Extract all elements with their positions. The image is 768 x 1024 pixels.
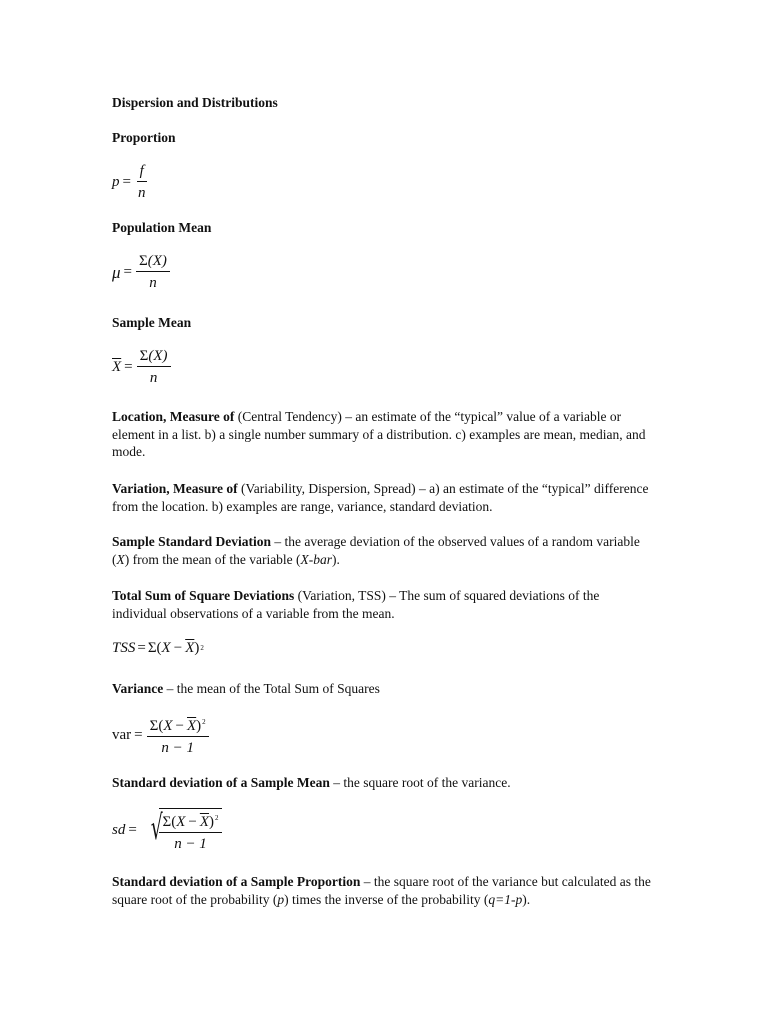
formula-numerator — [159, 810, 221, 833]
formula-equals: = — [137, 640, 146, 656]
minus-sign: − — [188, 814, 197, 830]
formula-fraction — [147, 714, 209, 757]
population-mean-heading: Population Mean — [112, 220, 212, 235]
sample-mean-heading: Sample Mean — [112, 315, 192, 330]
variable-xbar: X-bar — [300, 551, 333, 567]
open-paren: ( — [158, 718, 164, 734]
sigma-symbol: Σ — [149, 718, 159, 734]
sample-sd-definition — [112, 533, 652, 568]
definition-term: Location, Measure of — [112, 409, 235, 424]
definition-text: ) times the inverse of the probability ( — [284, 891, 489, 907]
open-paren: ( — [156, 640, 162, 656]
formula-x: X — [176, 814, 186, 830]
close-paren: ) — [194, 640, 200, 656]
formula-fraction — [135, 163, 149, 202]
formula-numerator — [137, 348, 171, 367]
definition-term: Standard deviation of a Sample Proportion — [112, 874, 361, 889]
definition-text: (Variability, Dispersion, Spread) – a) an estimate of the “typical” difference from the location. b) examples are range, variance, standard deviation. — [112, 481, 649, 514]
sigma-symbol: Σ — [162, 814, 172, 830]
minus-sign: − — [173, 640, 183, 656]
minus-sign: − — [175, 718, 184, 734]
location-definition — [112, 408, 652, 461]
sd-sample-proportion-definition — [112, 873, 652, 908]
close-paren: ) — [209, 814, 215, 830]
formula-denominator: n — [149, 370, 158, 386]
open-paren: ( — [171, 814, 177, 830]
document-title: Dispersion and Distributions — [112, 95, 278, 110]
formula-denominator: n − 1 — [161, 740, 194, 756]
variance-definition — [112, 680, 652, 698]
formula-equals: = — [123, 263, 133, 280]
definition-text: (Central Tendency) – an estimate of the “typical” value of a variable or element in a list. b) a single number summary of a distribution. c) examples are mean, median, and mode. — [112, 409, 646, 459]
exponent: 2 — [202, 718, 206, 726]
radicand — [159, 808, 221, 853]
variance-formula — [112, 714, 209, 757]
sample-mean-formula — [112, 348, 171, 387]
definition-term: Standard deviation of a Sample Mean — [112, 775, 330, 790]
definition-text: – the square root of the variance but calculated as the square root of the probability ( — [112, 874, 651, 907]
sigma-symbol: Σ — [147, 640, 157, 656]
definition-text: – the square root of the variance. — [329, 775, 511, 790]
formula-lhs: sd — [112, 821, 126, 838]
formula-lhs: p — [112, 173, 120, 190]
formula-denominator: n − 1 — [174, 836, 207, 852]
formula-fraction — [159, 810, 221, 853]
formula-equals: = — [128, 821, 137, 838]
tss-definition — [112, 587, 652, 622]
formula-denominator: n — [149, 275, 157, 291]
formula-lhs: var — [112, 726, 132, 743]
formula-lhs: TSS — [112, 640, 136, 656]
sd-sample-mean-definition — [112, 774, 652, 792]
radical-sign: √ — [150, 808, 163, 848]
definition-text: ). — [522, 891, 531, 907]
variable-x: X — [116, 551, 125, 567]
exponent: 2 — [200, 644, 204, 652]
exponent: 2 — [215, 814, 219, 822]
formula-xbar: $\overline{X}$ — [185, 640, 195, 656]
formula-numerator — [147, 714, 209, 737]
definition-term: Variation, Measure of — [112, 481, 238, 496]
sigma-symbol: Σ — [139, 253, 148, 269]
formula-argument: (X) — [147, 253, 167, 269]
formula-denominator: n — [137, 185, 146, 201]
formula-xbar: $\overline{X}$ — [187, 718, 197, 734]
formula-numerator — [136, 253, 170, 272]
definition-term: Total Sum of Square Deviations — [112, 588, 295, 603]
formula-fraction — [137, 348, 171, 387]
square-root — [141, 808, 222, 853]
variable-p: p — [277, 891, 285, 907]
formula-equals: = — [122, 173, 131, 190]
definition-text: ) from the mean of the variable ( — [124, 551, 301, 567]
close-paren: ) — [196, 718, 202, 734]
formula-lhs: μ — [112, 262, 121, 282]
formula-lhs: $\overline{X}$ — [112, 358, 122, 375]
variation-definition — [112, 480, 652, 515]
definition-text: ). — [332, 551, 340, 567]
proportion-heading: Proportion — [112, 130, 176, 145]
population-mean-formula — [112, 253, 170, 292]
definition-text: – the average deviation of the observed values of a random variable ( — [112, 534, 640, 567]
formula-x: X — [161, 640, 171, 656]
formula-argument: (X) — [148, 348, 168, 364]
definition-term: Variance — [112, 681, 164, 696]
formula-x: X — [163, 718, 173, 734]
definition-text: (Variation, TSS) – The sum of squared deviations of the individual observations of a variable from the mean. — [112, 588, 600, 621]
formula-numerator: f — [137, 163, 147, 182]
formula-equals: = — [134, 726, 143, 743]
definition-term: Sample Standard Deviation — [112, 534, 272, 549]
formula-equals: = — [124, 358, 133, 375]
sigma-symbol: Σ — [139, 348, 149, 364]
variable-q: q=1-p — [488, 891, 523, 907]
proportion-formula — [112, 163, 148, 202]
tss-formula — [112, 640, 204, 658]
sd-sample-mean-formula — [112, 808, 222, 853]
formula-xbar: $\overline{X}$ — [199, 814, 210, 830]
definition-text: – the mean of the Total Sum of Squares — [163, 681, 380, 696]
formula-fraction — [136, 253, 170, 292]
